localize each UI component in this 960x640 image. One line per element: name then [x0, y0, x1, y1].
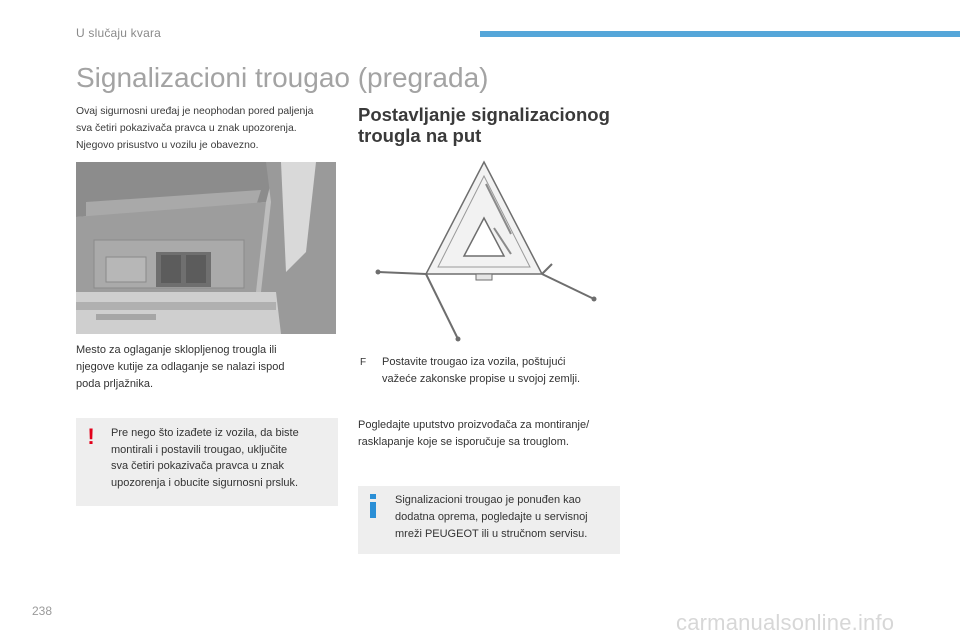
info-icon: [367, 493, 379, 519]
intro-line: sva četiri pokazivača pravca u znak upozorenja.: [76, 123, 297, 134]
warning-line: Pre nego što izađete iz vozila, da biste: [111, 427, 299, 439]
manufacturer-instructions-paragraph: [358, 417, 630, 451]
warning-triangle-figure: [366, 154, 606, 346]
page-title: Signalizacioni trougao (pregrada): [76, 62, 489, 93]
warning-text: [111, 425, 327, 491]
info-line: dodatna oprema, pogledajte u servisnoj: [395, 511, 588, 523]
storage-caption: [76, 342, 338, 393]
intro-line: Njegovo prisustvo u vozilu je obavezno.: [76, 140, 259, 151]
caption-line: Mesto za oglaganje sklopljenog trougla ili: [76, 344, 277, 356]
bullet-line: Postavite trougao iza vozila, poštujući: [382, 356, 566, 368]
chapter-header: U slučaju kvara: [76, 26, 162, 40]
section-title: [358, 104, 638, 146]
caption-line: poda prljažnika.: [76, 378, 154, 390]
info-line: mreži PEUGEOT ili u stručnom servisu.: [395, 528, 588, 540]
trunk-photo: [76, 162, 336, 334]
caption-line: njegove kutije za odlaganje se nalazi ispod: [76, 361, 285, 373]
section-title-line: trougla na put: [358, 125, 482, 146]
header-accent-bar: [480, 31, 960, 37]
bullet-marker: F: [360, 357, 367, 368]
intro-line: Ovaj sigurnosni uređaj je neophodan pored paljenja: [76, 106, 314, 117]
warning-line: montirali i postavili trougao, uključite: [111, 443, 288, 456]
info-line: Signalizacioni trougao je ponuđen kao: [395, 494, 581, 506]
warning-line: upozorenja i obucite sigurnosni prsluk.: [111, 476, 299, 489]
warning-triangle-icon: [366, 154, 606, 346]
para2-line: rasklapanje koje se isporučuje sa trouglom.: [358, 436, 569, 448]
page-number: 238: [32, 604, 53, 618]
intro-paragraph: [76, 103, 346, 154]
bullet-line: važeće zakonske propise u svojoj zemlji.: [382, 373, 581, 385]
info-text: [395, 492, 617, 543]
section-title-line: Postavljanje signalizacionog: [358, 104, 610, 125]
warning-icon: !: [87, 424, 95, 449]
info-glyph: [367, 493, 379, 519]
warning-line: sva četiri pokazivača pravca u znak: [111, 460, 285, 472]
para2-line: Pogledajte uputstvo proizvođača za montiranje/: [358, 419, 590, 431]
bullet-text: [382, 354, 632, 388]
watermark: carmanualsonline.info: [676, 610, 895, 635]
trunk-illustration: [76, 162, 336, 334]
